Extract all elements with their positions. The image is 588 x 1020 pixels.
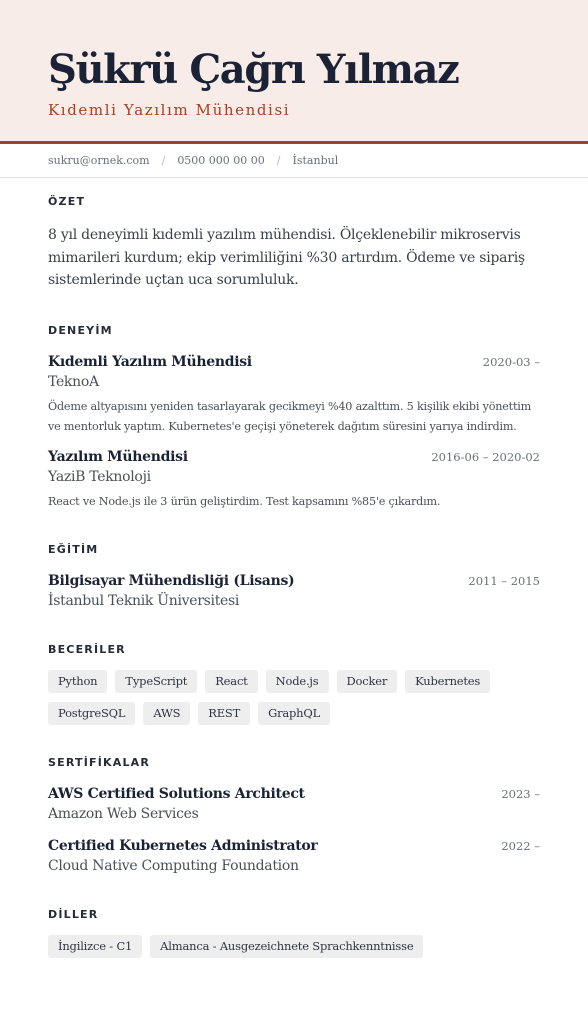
experience-entry — [48, 447, 540, 512]
skills-list — [48, 670, 540, 725]
certification-issuer: Amazon Web Services — [48, 806, 199, 822]
skill-chip: GraphQL — [258, 702, 330, 725]
job-title: Yazılım Mühendisi — [48, 449, 188, 465]
skill-chip: React — [205, 670, 257, 693]
language-chip: İngilizce - C1 — [48, 935, 142, 958]
certification-dates: 2023 – — [501, 787, 540, 801]
degree-title: Bilgisayar Mühendisliği (Lisans) — [48, 573, 295, 589]
skill-chip: TypeScript — [115, 670, 197, 693]
section-title: SERTİFİKALAR — [48, 756, 151, 769]
contact-city: İstanbul — [292, 154, 339, 167]
skill-chip: Node.js — [266, 670, 329, 693]
summary-section — [48, 195, 540, 292]
certification-issuer: Cloud Native Computing Foundation — [48, 858, 299, 874]
skill-chip: AWS — [143, 702, 190, 725]
contact-phone[interactable]: 0500 000 00 00 — [177, 154, 265, 167]
education-dates: 2011 – 2015 — [468, 574, 540, 588]
section-title: DİLLER — [48, 908, 99, 921]
language-chip: Almanca - Ausgezeichnete Sprachkenntnisse — [150, 935, 423, 958]
certification-dates: 2022 – — [501, 839, 540, 853]
job-description: React ve Node.js ile 3 ürün geliştirdim. Test kapsamını %85'e çıkardım. — [48, 495, 441, 508]
job-dates: 2020-03 – — [482, 355, 540, 369]
contact-separator: / — [161, 154, 166, 167]
section-title: DENEYİM — [48, 324, 113, 337]
company-name: YaziB Teknoloji — [48, 469, 151, 485]
skill-chip: REST — [198, 702, 250, 725]
company-name: TeknoA — [48, 374, 99, 390]
experience-section — [48, 324, 540, 512]
skill-chip: Kubernetes — [405, 670, 490, 693]
job-dates: 2016-06 – 2020-02 — [431, 450, 540, 464]
education-section — [48, 543, 540, 611]
skill-chip: Python — [48, 670, 107, 693]
candidate-name: Şükrü Çağrı Yılmaz — [48, 46, 459, 93]
contact-email[interactable]: sukru@ornek.com — [48, 154, 150, 167]
job-title: Kıdemli Yazılım Mühendisi — [48, 354, 252, 370]
skill-chip: PostgreSQL — [48, 702, 135, 725]
languages-list — [48, 935, 540, 958]
certifications-section — [48, 756, 540, 876]
contact-separator: / — [276, 154, 281, 167]
certification-entry — [48, 836, 540, 876]
contact-bar — [0, 144, 588, 178]
experience-entry — [48, 352, 540, 437]
certification-name: Certified Kubernetes Administrator — [48, 838, 318, 854]
certification-name: AWS Certified Solutions Architect — [48, 786, 305, 802]
education-entry — [48, 571, 540, 611]
resume-header — [0, 0, 588, 144]
school-name: İstanbul Teknik Üniversitesi — [48, 593, 240, 609]
section-title: ÖZET — [48, 195, 86, 208]
job-description: Ödeme altyapısını yeniden tasarlayarak gecikmeyi %40 azalttım. 5 kişilik ekibi yönettim ve mentorluk yaptım. Kubernetes'e geçişi yöneterek dağıtım süresini yarıya indirdim. — [48, 400, 532, 433]
languages-section — [48, 908, 540, 958]
candidate-role: Kıdemli Yazılım Mühendisi — [48, 101, 291, 119]
section-title: BECERİLER — [48, 643, 126, 656]
certification-entry — [48, 784, 540, 824]
section-title: EĞİTİM — [48, 543, 99, 556]
summary-text: 8 yıl deneyimli kıdemli yazılım mühendisi. Ölçeklenebilir mikroservis mimarileri kurdum; ekip verimliliğini %30 artırdım. Ödeme ve sipariş sistemlerinde uçtan uca sorumluluk. — [48, 227, 525, 288]
skill-chip: Docker — [337, 670, 398, 693]
skills-section — [48, 643, 540, 725]
